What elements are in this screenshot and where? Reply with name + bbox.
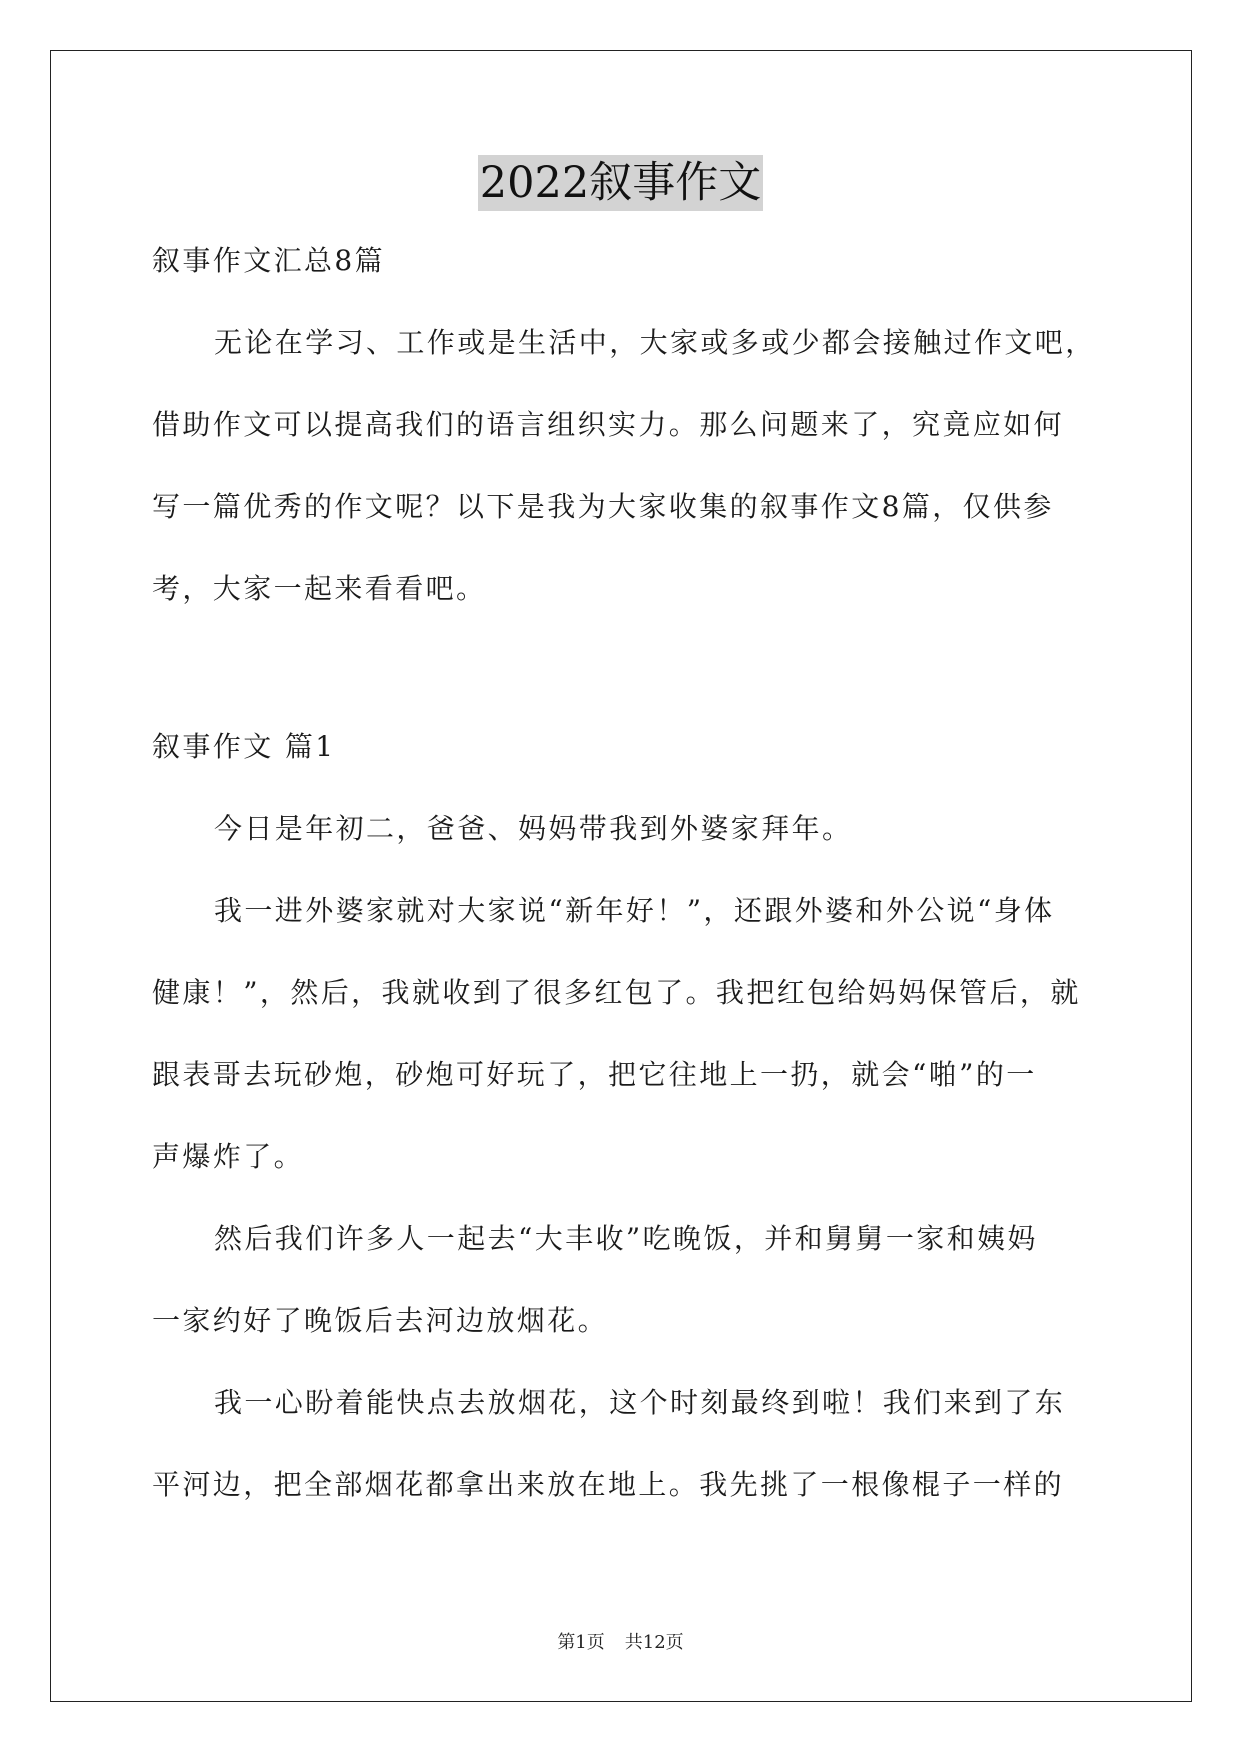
title-wrap [0,155,1241,211]
paragraph-line: 一家约好了晚饭后去河边放烟花。 [152,1304,609,1337]
paragraph-line: 平河边，把全部烟花都拿出来放在地上。我先挑了一根像棍子一样的 [152,1468,1065,1501]
paragraph-line: 我一进外婆家就对大家说“新年好！”，还跟外婆和外公说“身体 [214,894,1055,927]
paragraph-line: 写一篇优秀的作文呢？以下是我为大家收集的叙事作文8篇，仅供参 [152,490,1054,523]
paragraph-line: 今日是年初二，爸爸、妈妈带我到外婆家拜年。 [214,812,853,845]
paragraph-line: 我一心盼着能快点去放烟花，这个时刻最终到啦！我们来到了东 [214,1386,1066,1419]
document-title: 2022叙事作文 [478,155,763,211]
paragraph-line: 借助作文可以提高我们的语言组织实力。那么问题来了，究竟应如何 [152,408,1065,441]
essay-heading: 叙事作文 篇1 [152,730,336,763]
section-heading: 叙事作文汇总8篇 [152,244,386,277]
page-footer [0,1628,1241,1654]
page-total: 共12页 [624,1632,684,1653]
paragraph-line: 声爆炸了。 [152,1140,305,1173]
page-number: 第1页 [557,1632,605,1653]
document-body [152,230,1096,1536]
paragraph-line: 跟表哥去玩砂炮，砂炮可好玩了，把它往地上一扔，就会“啪”的一 [152,1058,1037,1091]
paragraph-line: 然后我们许多人一起去“大丰收”吃晚饭，并和舅舅一家和姨妈 [214,1222,1038,1255]
paragraph-line: 考，大家一起来看看吧。 [152,572,487,605]
paragraph-line: 健康！”，然后，我就收到了很多红包了。我把红包给妈妈保管后，就 [152,976,1081,1009]
blank-line [152,640,1092,716]
paragraph-line: 无论在学习、工作或是生活中，大家或多或少都会接触过作文吧， [214,326,1096,359]
